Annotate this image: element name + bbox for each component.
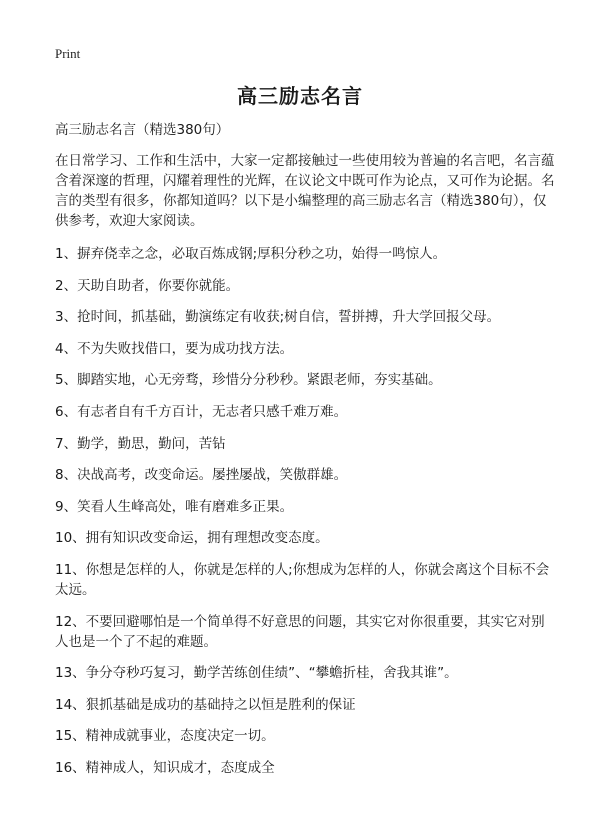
print-link[interactable]: Print: [55, 46, 81, 61]
article-body: [55, 120, 555, 790]
quote-item: 9、笑看人生峰高处，唯有磨难多正果。: [55, 498, 294, 515]
quote-item: 8、决战高考，改变命运。屡挫屡战，笑傲群雄。: [55, 467, 348, 484]
quote-item: 15、精神成就事业，态度决定一切。: [55, 728, 275, 745]
quote-item: 5、脚踏实地，心无旁骛，珍惜分分秒秒。紧跟老师，夯实基础。: [55, 372, 442, 389]
quote-item: 16、精神成人，知识成才，态度成全: [55, 759, 275, 776]
quote-item: 6、有志者自有千方百计，无志者只感千难万难。: [55, 403, 348, 420]
quote-item: 2、天助自助者，你要你就能。: [55, 277, 240, 294]
quote-item: 7、勤学，勤思，勤问，苦钻: [55, 435, 226, 452]
quote-item: 1、摒弃侥幸之念，必取百炼成钢;厚积分秒之功，始得一鸣惊人。: [55, 246, 447, 262]
quote-item: 10、拥有知识改变命运，拥有理想改变态度。: [55, 530, 329, 547]
page-title: 高三励志名言: [237, 84, 363, 108]
article-subtitle: 高三励志名言（精选380句）: [55, 122, 230, 138]
quote-item: 11、你想是怎样的人，你就是怎样的人;你想成为怎样的人，你就会离这个目标不会太远。: [55, 561, 550, 598]
quote-item: 14、狠抓基础是成功的基础持之以恒是胜利的保证: [55, 696, 356, 713]
quote-item: 13、争分夺秒巧复习，勤学苦练创佳绩”、“攀蟾折桂，舍我其谁”。: [55, 665, 458, 682]
quote-item: 3、抢时间，抓基础，勤演练定有收获;树自信，誓拼搏，升大学回报父母。: [55, 309, 501, 326]
quote-item: 4、不为失败找借口，要为成功找方法。: [55, 340, 294, 357]
intro-paragraph: 在日常学习、工作和生活中，大家一定都接触过一些使用较为普遍的名言吧，名言蕴含着深邃的哲理，闪耀着理性的光辉，在议论文中既可作为论点，又可作为论据。名言的类型有很多，你都知道吗？以下是小编整理的高三励志名言（精选380句），仅供参考，欢迎大家阅读。: [55, 153, 555, 229]
quote-item: 12、不要回避哪怕是一个简单得不好意思的问题，其实它对你很重要，其实它对别人也是一个了不起的难题。: [55, 613, 545, 650]
